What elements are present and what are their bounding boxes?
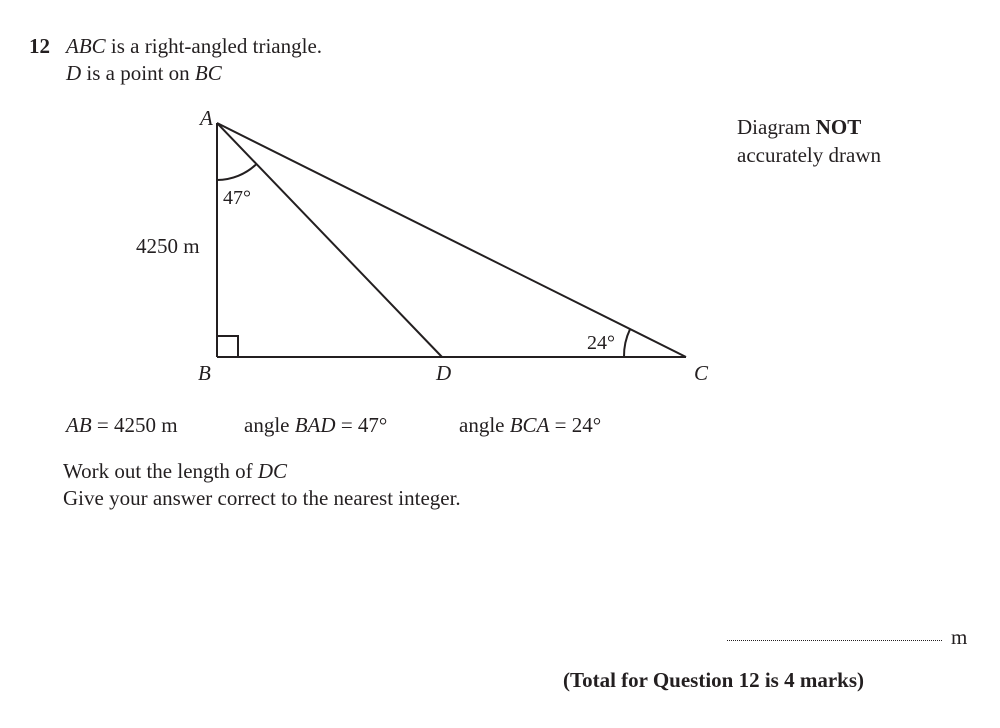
- given-angle-bad-value: = 47°: [340, 413, 388, 437]
- angle-arc-a: [217, 164, 257, 180]
- right-angle-marker: [217, 336, 238, 357]
- side-ac: [217, 123, 686, 357]
- given-angle-bad-var: BAD: [294, 413, 336, 437]
- diagram-note-part1: Diagram: [737, 115, 816, 139]
- answer-line[interactable]: [727, 640, 942, 641]
- given-angle-bad: [244, 415, 387, 436]
- given-angle-bca-value: = 24°: [554, 413, 602, 437]
- given-angle-bca-word: angle: [459, 413, 505, 437]
- point-name: D: [66, 61, 82, 85]
- given-ab-var: AB: [66, 413, 92, 437]
- vertex-label-c: C: [694, 361, 709, 385]
- given-angle-bca: [459, 415, 601, 436]
- given-angle-bad-word: angle: [244, 413, 290, 437]
- instruction-var-dc: DC: [257, 459, 288, 483]
- vertex-label-d: D: [436, 361, 452, 385]
- diagram-note-line2: accurately drawn: [737, 143, 881, 167]
- side-label-ab: 4250 m: [136, 234, 200, 258]
- triangle-name: ABC: [66, 34, 106, 58]
- angle-label-a: 47°: [223, 187, 251, 209]
- given-angle-bca-var: BCA: [509, 413, 550, 437]
- vertex-label-a: A: [200, 106, 213, 130]
- angle-label-c: 24°: [587, 332, 615, 354]
- given-ab-value: = 4250 m: [96, 413, 178, 437]
- answer-unit: m: [951, 625, 968, 649]
- instruction-line-1: [63, 461, 287, 482]
- question-number: 12: [29, 34, 50, 58]
- segment-name: BC: [194, 61, 222, 85]
- segment-ad: [217, 123, 442, 357]
- angle-arc-c: [624, 329, 630, 357]
- total-marks: (Total for Question 12 is 4 marks): [563, 668, 865, 692]
- given-ab: [66, 415, 178, 436]
- instruction-line-2: Give your answer correct to the nearest integer.: [63, 486, 461, 510]
- diagram-note-bold: NOT: [815, 115, 862, 139]
- question-line-2-text: is a point on: [86, 61, 190, 85]
- instruction-line-1-text: Work out the length of: [63, 459, 253, 483]
- question-line-1-text: is a right-angled triangle.: [110, 34, 323, 58]
- vertex-label-b: B: [198, 361, 211, 385]
